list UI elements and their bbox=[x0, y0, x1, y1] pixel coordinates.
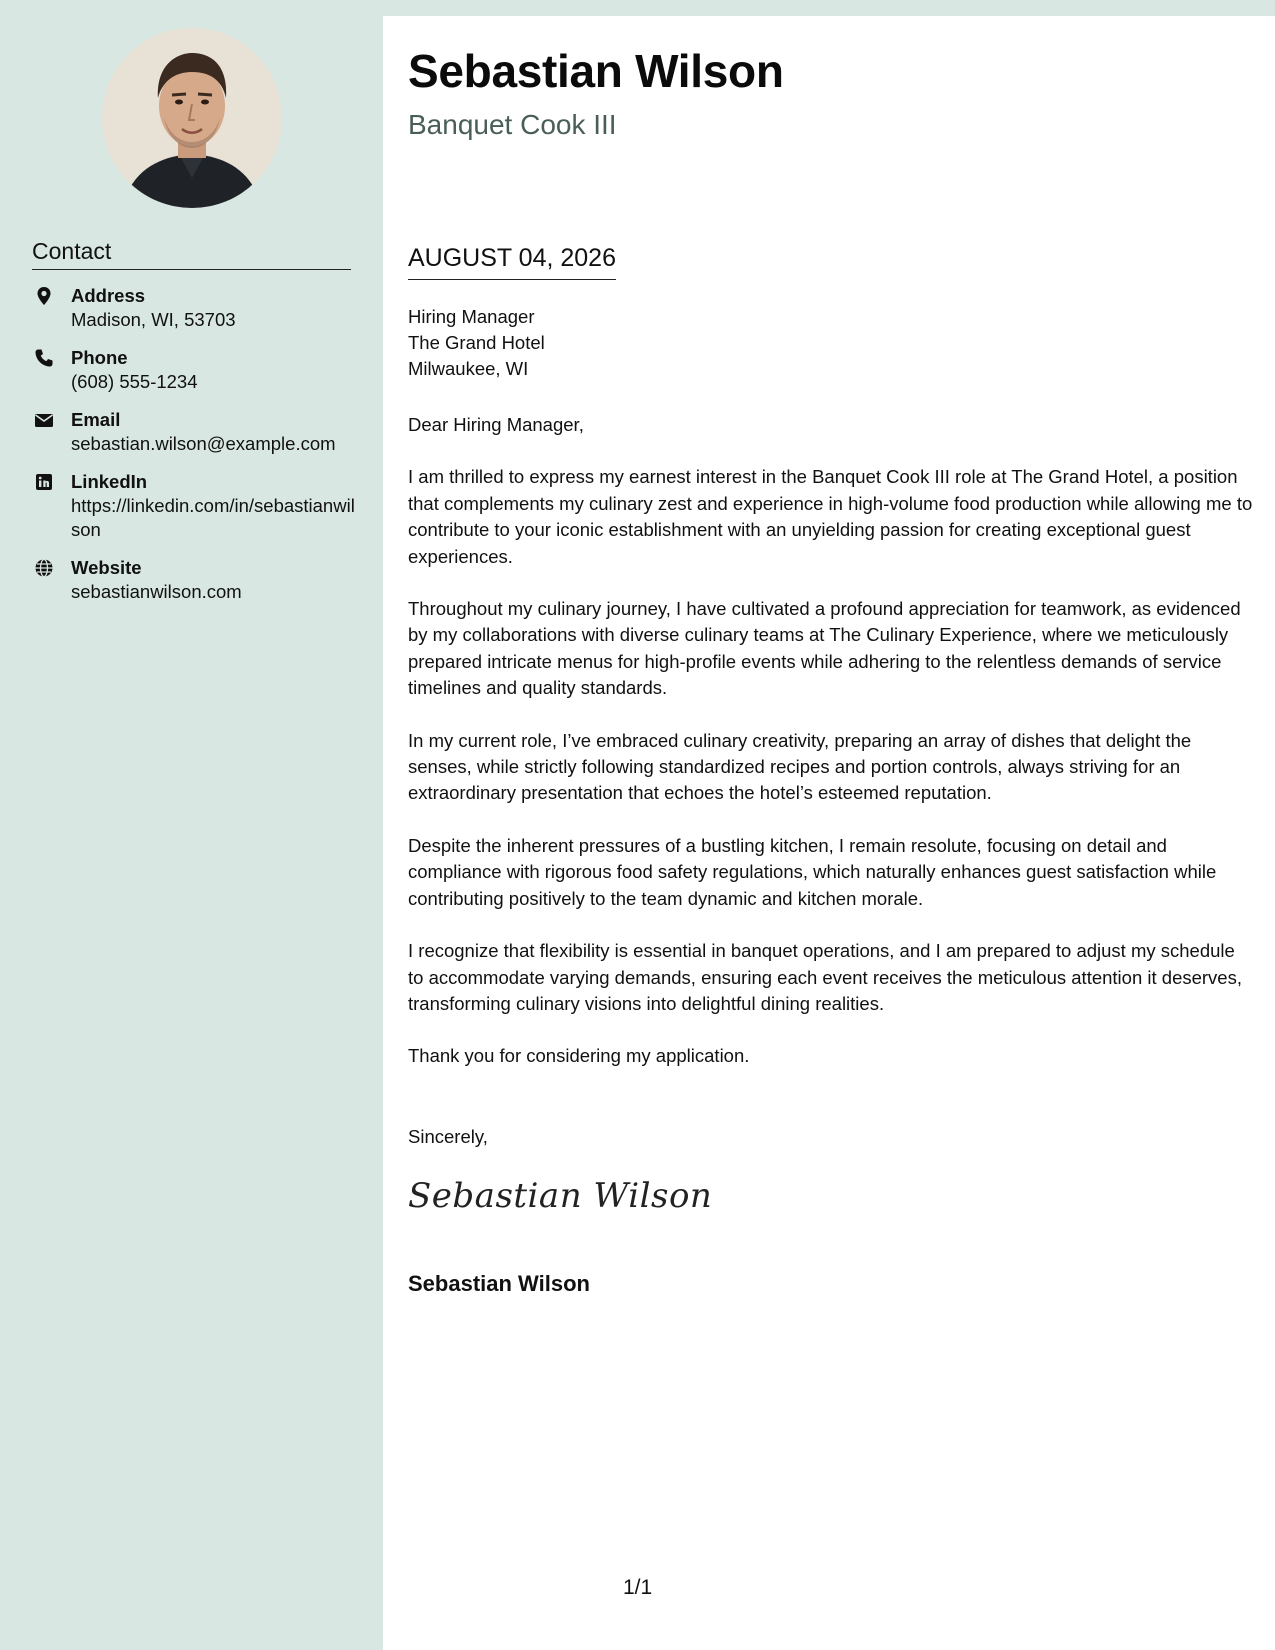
contact-label: LinkedIn bbox=[71, 471, 148, 492]
letter-date-wrap bbox=[408, 244, 616, 280]
envelope-icon bbox=[34, 410, 54, 430]
contact-label: Website bbox=[71, 557, 142, 578]
contact-value[interactable]: sebastian.wilson@example.com bbox=[71, 433, 336, 454]
sidebar bbox=[0, 0, 383, 1650]
recipient-line: Hiring Manager bbox=[408, 306, 535, 327]
contact-value[interactable]: (608) 555-1234 bbox=[71, 371, 198, 392]
contact-heading: Contact bbox=[32, 238, 351, 270]
map-pin-icon bbox=[34, 286, 54, 306]
recipient-block bbox=[408, 304, 545, 382]
contact-value[interactable]: https://linkedin.com/in/sebastianwilson bbox=[71, 495, 355, 540]
recipient-line: Milwaukee, WI bbox=[408, 358, 529, 379]
contact-label: Phone bbox=[71, 347, 128, 368]
applicant-name: Sebastian Wilson bbox=[408, 45, 784, 97]
signer-name: Sebastian Wilson bbox=[408, 1271, 590, 1296]
contact-website bbox=[32, 556, 362, 604]
letter-paragraph: I am thrilled to express my earnest interest in the Banquet Cook III role at The Grand Hotel, a position that complements my culinary zest and experience in high-volume food production while allowing me to contribute to your iconic establishment with an unyielding passion for creating exceptional guest experiences. bbox=[408, 466, 1253, 567]
page-number: 1/1 bbox=[623, 1576, 653, 1599]
salutation: Dear Hiring Manager, bbox=[408, 414, 584, 435]
contact-label: Email bbox=[71, 409, 121, 430]
globe-icon bbox=[34, 558, 54, 578]
phone-icon bbox=[34, 348, 54, 368]
contact-value[interactable]: sebastianwilson.com bbox=[71, 581, 242, 602]
recipient-line: The Grand Hotel bbox=[408, 332, 545, 353]
linkedin-icon bbox=[34, 472, 54, 492]
contact-email bbox=[32, 408, 362, 456]
job-title: Banquet Cook III bbox=[408, 109, 617, 140]
contact-label: Address bbox=[71, 285, 146, 306]
letter-paragraph: Throughout my culinary journey, I have cultivated a profound appreciation for teamwork, as evidenced by my collaborations with diverse culinary teams at The Culinary Experience, where we meticulously prepared intricate menus for high-profile events while adhering to the relentless demands of service timelines and quality standards. bbox=[408, 598, 1241, 699]
letter-paragraph: Despite the inherent pressures of a bustling kitchen, I remain resolute, focusing on detail and compliance with rigorous food safety regulations, which naturally enhances guest satisfaction while contributing positively to the team dynamic and kitchen morale. bbox=[408, 834, 1217, 909]
letter-paragraph: I recognize that flexibility is essential in banquet operations, and I am prepared to adjust my schedule to accommodate varying demands, ensuring each event receives the meticulous attention it deserves, transforming culinary visions into delightful dining realities. bbox=[408, 940, 1242, 1014]
letter-paragraph: In my current role, I’ve embraced culinary creativity, preparing an array of dishes that delight the senses, while strictly following standardized recipes and portion controls, always striving for an extraordinary presentation that echoes the hotel’s esteemed reputation. bbox=[408, 729, 1192, 804]
contact-value: Madison, WI, 53703 bbox=[71, 309, 236, 330]
letter-date: AUGUST 04, 2026 bbox=[408, 244, 616, 280]
contact-address bbox=[32, 284, 362, 332]
letter-main bbox=[383, 16, 1275, 1650]
letter-paragraph: Thank you for considering my application. bbox=[408, 1045, 750, 1067]
handwritten-signature: Sebastian Wilson bbox=[408, 1176, 713, 1216]
letter-body bbox=[408, 412, 1253, 1096]
contact-phone bbox=[32, 346, 362, 394]
profile-photo-illustration bbox=[102, 28, 282, 208]
closing: Sincerely, bbox=[408, 1126, 488, 1147]
contact-linkedin bbox=[32, 470, 362, 542]
profile-photo bbox=[102, 28, 282, 208]
contact-list bbox=[32, 284, 362, 618]
